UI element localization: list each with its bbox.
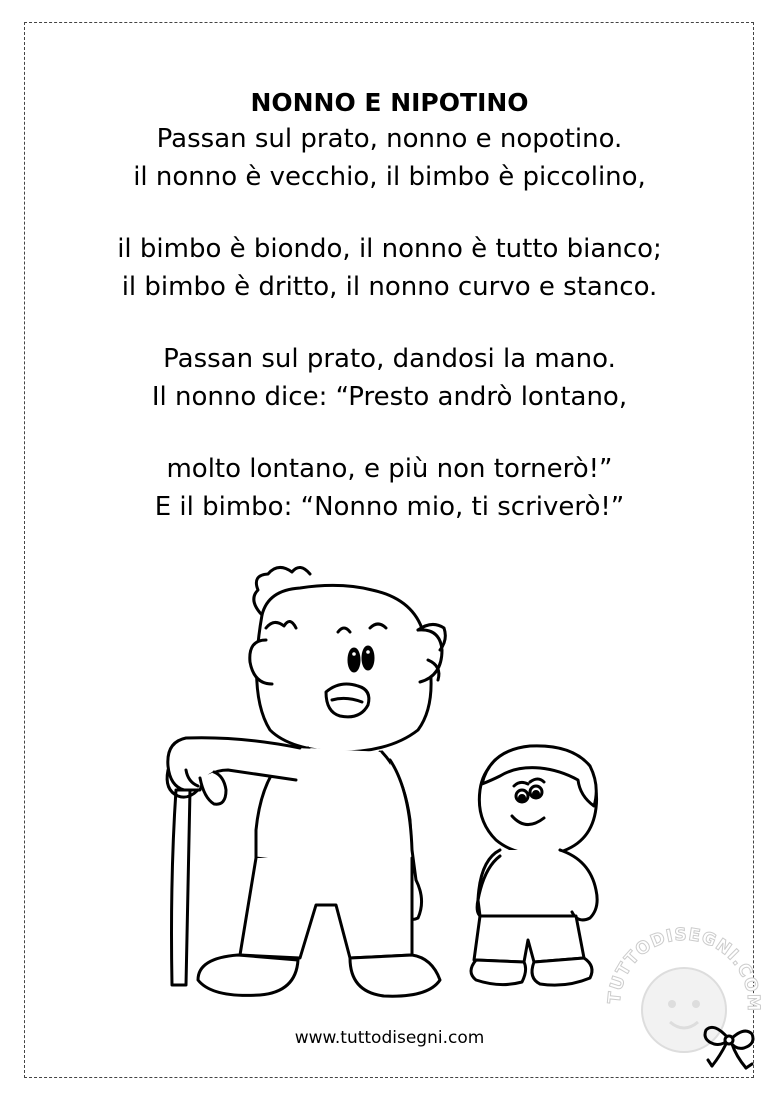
poem-title: NONNO E NIPOTINO [250,88,529,117]
poem-line: il bimbo è dritto, il nonno curvo e stanco. [121,272,658,302]
poem-line: il nonno è vecchio, il bimbo è piccolino, [133,162,646,192]
poem-line: molto lontano, e più non tornerò!” [166,454,613,484]
poem-line: Passan sul prato, dandosi la mano. [163,344,616,374]
poem-line: E il bimbo: “Nonno mio, ti scriverò!” [154,492,625,522]
poem-line: il bimbo è biondo, il nonno è tutto bianco; [117,234,662,264]
poem-line: Il nonno dice: “Presto andrò lontano, [151,382,628,412]
watermark-text: TUTTODISEGNI.COM [604,924,764,1013]
website-url: www.tuttodisegni.com [294,1028,485,1048]
poem-line: Passan sul prato, nonno e nopotino. [156,124,623,154]
